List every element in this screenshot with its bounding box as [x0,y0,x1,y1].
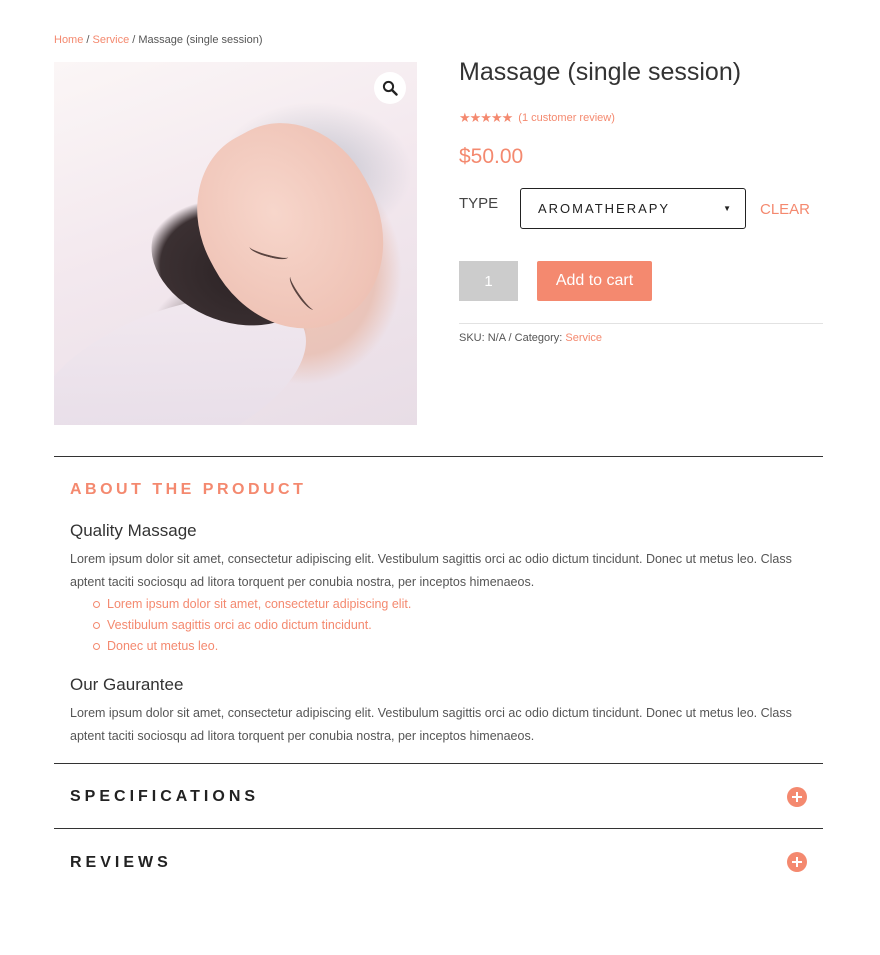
guarantee-heading: Our Gaurantee [70,675,184,694]
breadcrumb-current: Massage (single session) [138,34,263,46]
breadcrumb-service[interactable]: Service [92,34,130,46]
clear-button[interactable]: CLEAR [760,201,811,218]
reviews-toggle[interactable]: REVIEWS [70,854,172,871]
quantity-input[interactable] [459,261,518,301]
guarantee-text: Lorem ipsum dolor sit amet, consectetur adipiscing elit. Vestibulum sagittis orci ac odio dictum tincidunt. Donec ut metus leo. Class aptent taciti sociosqu ad litora torquent per conubia nostra, per inceptos himenaeos. [70,706,792,743]
caret-down-icon: ▼ [723,204,731,213]
product-meta [459,332,602,344]
category-link[interactable]: Service [565,332,603,344]
breadcrumb-home[interactable]: Home [54,34,84,46]
zoom-button[interactable] [374,72,406,104]
breadcrumb-separator: / [83,34,93,46]
product-price: $50.00 [459,145,524,168]
feature-list [70,594,411,657]
list-item: Vestibulum sagittis orci ac odio dictum tincidunt. [107,615,411,636]
divider [54,456,823,457]
specifications-toggle[interactable]: SPECIFICATIONS [70,788,260,805]
quality-massage-text: Lorem ipsum dolor sit amet, consectetur adipiscing elit. Vestibulum sagittis orci ac odio dictum tincidunt. Donec ut metus leo. Class aptent taciti sociosqu ad litora torquent per conubia nostra, per inceptos himenaeos. [70,552,792,589]
sku-text: SKU: N/A / Category: [459,332,566,344]
breadcrumb-separator: / [129,34,139,46]
star-rating-icon: ★★★★★ [459,110,513,125]
customer-review-link[interactable]: (1 customer review) [518,112,615,124]
plus-circle-icon[interactable] [787,787,807,807]
list-item: Lorem ipsum dolor sit amet, consectetur adipiscing elit. [107,594,411,615]
breadcrumb [54,34,263,46]
product-rating [459,110,615,126]
plus-circle-icon[interactable] [787,852,807,872]
divider [54,763,823,764]
divider [459,323,823,324]
type-label: TYPE [459,195,499,212]
type-select[interactable] [520,188,746,229]
add-to-cart-button[interactable]: Add to cart [537,261,652,301]
list-item: Donec ut metus leo. [107,636,411,657]
zoom-icon [382,80,398,96]
divider [54,828,823,829]
quality-massage-heading: Quality Massage [70,521,197,540]
about-heading[interactable]: ABOUT THE PRODUCT [70,481,307,498]
product-title: Massage (single session) [459,58,742,86]
product-image[interactable] [54,62,417,425]
type-select-value: AROMATHERAPY [538,201,671,216]
